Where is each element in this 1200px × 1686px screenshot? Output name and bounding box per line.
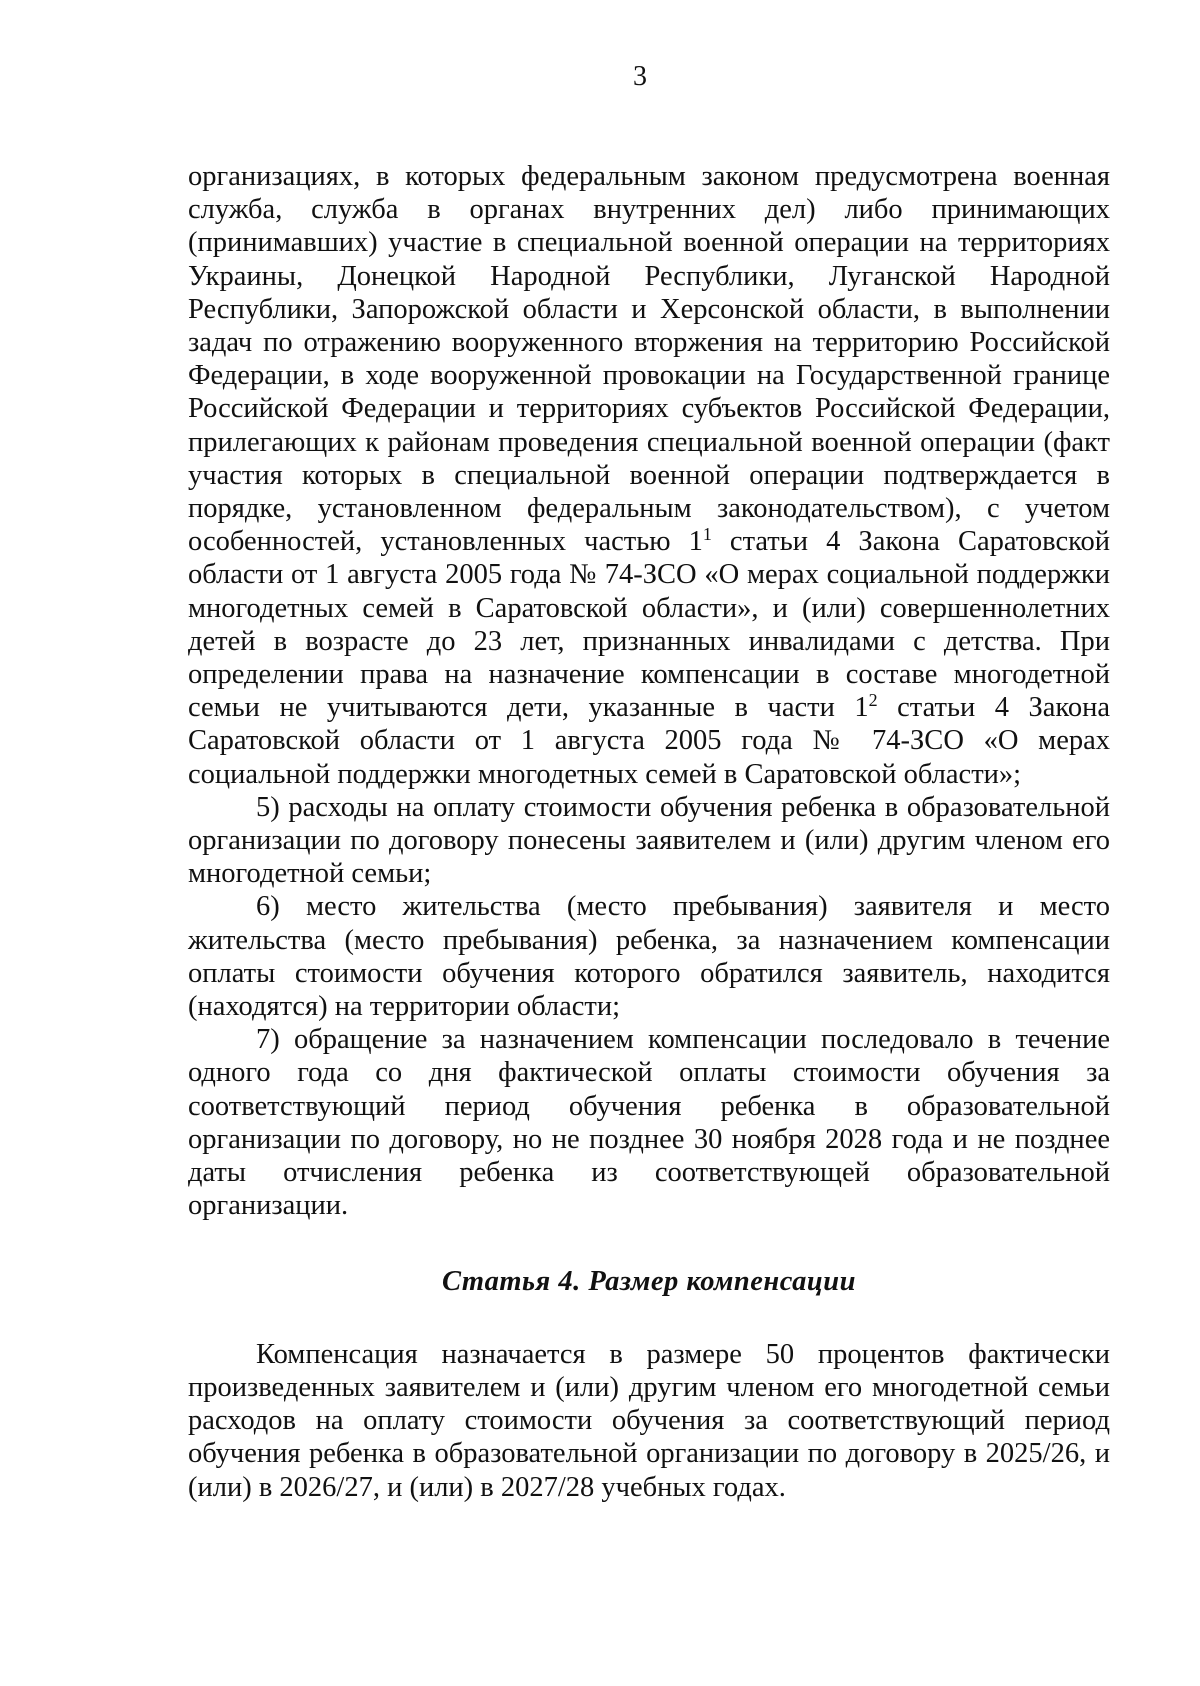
superscript: 1 xyxy=(702,524,712,545)
article-paragraph: Компенсация назначается в размере 50 процентов фактически произведенных заявителем и (или) другим членом его многодетной семьи расходов на оплату стоимости обучения за соответствующий период обучения ребенка в образовательной организации по договору в 2025/26, и (или) в 2026/27, и (или) в 2027/28 учебных годах. xyxy=(188,1338,1110,1503)
paragraph-text: организациях, в которых федеральным законом предусмотрена военная служба, служба в органах внутренних дел) либо принимающих (принимавших) участие в специальной военной операции на территориях Украины, Донецкой Народной Республики, Луганской Народной Республики, Запорожской области и Херсонской области, в выполнении задач по отражению вооруженного вторжения на территорию Российской Федерации, в ходе вооруженной провокации на Государственной границе Российской Федерации и территориях субъектов Российской Федерации, прилегающих к районам проведения специальной военной операции (факт участия которых в специальной военной операции подтверждается в порядке, установленном федеральным законодательством), с учетом особенностей, установленных частью 1 xyxy=(188,161,1110,558)
paragraph-continuation xyxy=(188,160,1110,791)
list-item-5: 5) расходы на оплату стоимости обучения ребенка в образовательной организации по договору понесены заявителем и (или) другим членом его многодетной семьи; xyxy=(188,791,1110,890)
document-body xyxy=(188,160,1110,1504)
article-heading: Статья 4. Размер компенсации xyxy=(442,1265,856,1297)
paragraph-text: статьи 4 Закона Саратовской области от 1 августа 2005 года № 74-ЗСО «О мерах социальной поддержки многодетных семей в Саратовской области», и (или) совершеннолетних детей в возрасте до 23 лет, признанных инвалидами с детства. При определении права на назначение компенсации в составе многодетной семьи не учитываются дети, указанные в части 1 xyxy=(188,526,1110,724)
list-item-6: 6) место жительства (место пребывания) заявителя и место жительства (место пребывания) ребенка, за назначением компенсации оплаты стоимости обучения которого обратился заявитель, находится (находятся) на территории области; xyxy=(188,891,1110,1023)
list-item-7: 7) обращение за назначением компенсации последовало в течение одного года со дня фактической оплаты стоимости обучения за соответствующий период обучения ребенка в образовательной организации по договору, но не позднее 30 ноября 2028 года и не позднее даты отчисления ребенка из соответствующей образовательной организации. xyxy=(188,1024,1110,1222)
paragraph-text: статьи 4 Закона Саратовской области от 1 августа 2005 года № 74-ЗСО «О мерах социальной поддержки многодетных семей в Саратовской области»; xyxy=(188,692,1110,790)
page-number: 3 xyxy=(633,61,647,92)
superscript: 2 xyxy=(868,690,878,711)
